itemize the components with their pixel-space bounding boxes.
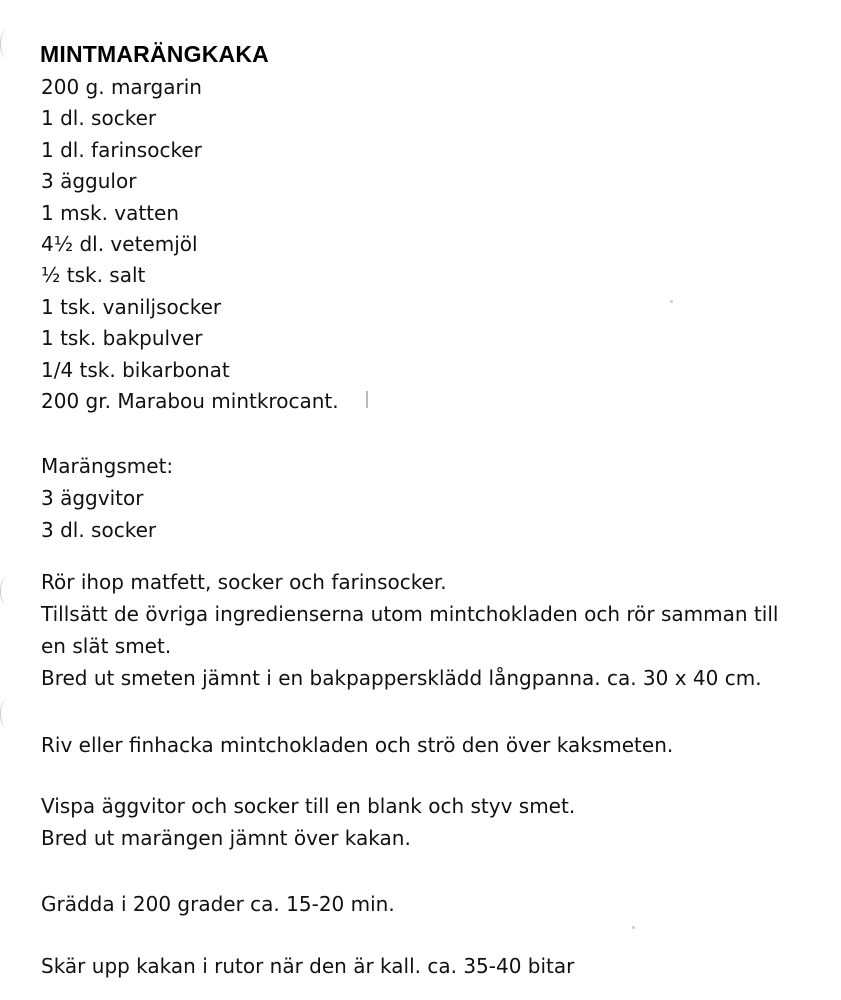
instruction-meringue [41,790,816,854]
instruction-line: Bred ut smeten jämnt i en bakpappersklädd långpanna. ca. 30 x 40 cm. [41,666,762,690]
ingredient-item: 3 äggulor [41,169,137,194]
meringue-item: 3 äggvitor [41,486,144,510]
instruction-line: Skär upp kakan i rutor när den är kall. ca. 35-40 bitar [41,954,575,978]
instruction-line: Vispa äggvitor och socker till en blank och styv smet. [41,794,576,818]
ingredient-item: 1 msk. vatten [41,200,180,225]
meringue-heading: Marängsmet: [41,454,174,478]
ingredient-item: 1 dl. socker [41,106,157,131]
instruction-line: Tillsätt de övriga ingredienserna utom mintchokladen och rör samman till [41,602,779,626]
scan-edge-mark [0,700,13,728]
instruction-chocolate [41,729,816,761]
scan-dust-speck [632,926,635,929]
instruction-mixing [41,566,816,694]
instruction-line: en slät smet. [41,634,172,658]
scan-edge-mark [0,577,13,605]
instruction-baking [41,888,816,920]
scan-tick-mark [366,391,368,408]
meringue-list [41,450,173,546]
instruction-line: Rör ihop matfett, socker och farinsocker. [41,570,447,594]
ingredient-item: 1 tsk. bakpulver [41,326,203,351]
instruction-line: Grädda i 200 grader ca. 15-20 min. [41,892,395,916]
ingredient-item: ½ tsk. salt [41,263,146,288]
instruction-serving [41,950,816,982]
instruction-line: Bred ut marängen jämnt över kakan. [41,826,411,850]
ingredient-item: 200 g. margarin [41,75,202,99]
ingredient-item: 1 tsk. vaniljsocker [41,294,222,319]
recipe-title: MINTMARÄNGKAKA [40,41,269,68]
scan-dust-speck [670,300,673,303]
ingredient-item: 1 dl. farinsocker [41,137,202,162]
ingredient-item: 4½ dl. vetemjöl [41,231,198,256]
meringue-item: 3 dl. socker [41,518,157,542]
ingredient-item: 200 gr. Marabou mintkrocant. [41,388,339,413]
ingredient-item: 1/4 tsk. bikarbonat [41,357,230,382]
instruction-line: Riv eller finhacka mintchokladen och strö den över kaksmeten. [41,733,674,757]
scan-edge-mark [0,30,13,58]
ingredient-list [41,72,339,417]
